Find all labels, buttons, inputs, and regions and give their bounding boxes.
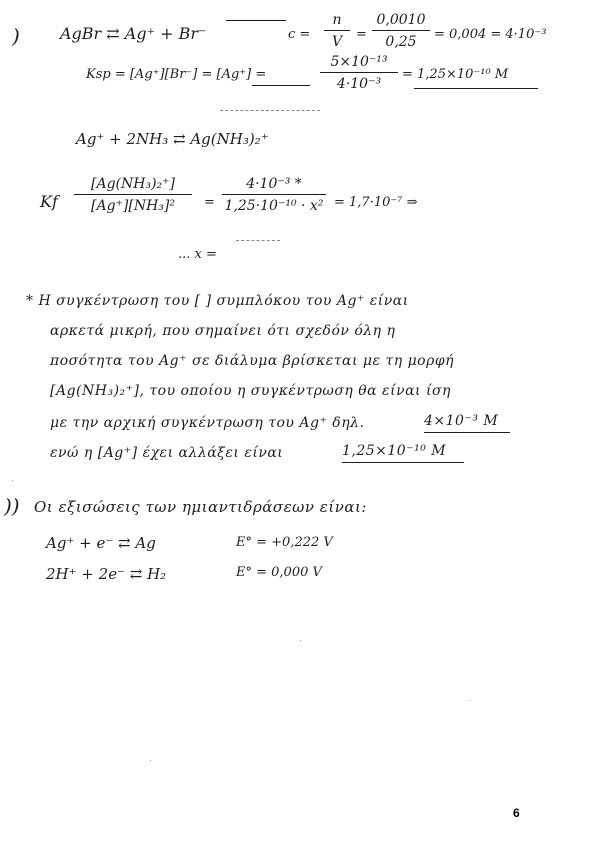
- page-number: 6: [513, 806, 520, 820]
- scan-speck: [12, 480, 13, 481]
- fraction-numerator: 0,0010: [376, 12, 426, 28]
- potential-silver: E° = +0,222 V: [236, 535, 333, 550]
- separator-line: [236, 240, 280, 241]
- fraction-denominator: 1,25·10⁻¹⁰ · x²: [224, 198, 324, 214]
- dissolution-equation: AgBr ⇄ Ag⁺ + Br⁻: [60, 24, 207, 43]
- ksp-result: = 1,25×10⁻¹⁰ M: [402, 67, 509, 82]
- concentration-symbol: c =: [288, 27, 311, 42]
- fraction-denominator: 0,25: [385, 34, 417, 50]
- underline-ksp-result: [414, 88, 538, 89]
- half-reaction-hydrogen: 2H⁺ + 2e⁻ ⇄ H₂: [46, 565, 167, 583]
- half-reaction-silver: Ag⁺ + e⁻ ⇄ Ag: [46, 534, 156, 552]
- scan-speck: [150, 760, 151, 761]
- ksp-expression: Ksp = [Ag⁺][Br⁻] = [Ag⁺] =: [86, 67, 267, 82]
- fraction-numerator: [Ag(NH₃)₂⁺]: [91, 176, 175, 192]
- note-line-5-value: 4×10⁻³ M: [424, 413, 499, 429]
- scan-speck: [300, 640, 301, 641]
- kf-numeric-fraction: [222, 176, 326, 214]
- kf-symbol: Kf: [40, 192, 58, 211]
- fraction-denominator: [Ag⁺][NH₃]²: [91, 198, 175, 214]
- note-line-3: ποσότητα του Ag⁺ σε διάλυμα βρίσκεται με τη μορφή: [50, 353, 455, 369]
- note-line-5: με την αρχική συγκέντρωση του Ag⁺ δηλ.: [50, 415, 365, 431]
- complex-equation: Ag⁺ + 2NH₃ ⇄ Ag(NH₃)₂⁺: [76, 130, 269, 148]
- equals-sign: =: [356, 27, 367, 42]
- underline-br: [226, 20, 286, 21]
- section-marker-2: )): [4, 494, 20, 518]
- kf-definition-fraction: [74, 176, 192, 214]
- fraction-numerator: 5×10⁻¹³: [330, 54, 388, 70]
- note-line-6-value: 1,25×10⁻¹⁰ M: [342, 443, 447, 459]
- fraction-numerator: 4·10⁻³ *: [246, 176, 302, 192]
- kf-result: = 1,7·10⁻⁷ ⇒: [334, 195, 418, 210]
- note-line-6: ενώ η [Ag⁺] έχει αλλάξει είναι: [50, 445, 284, 461]
- numeric-concentration-fraction: [372, 12, 430, 50]
- x-solution-line: ... x =: [178, 247, 217, 262]
- note-line-1: * Η συγκέντρωση του [ ] συμπλόκου του Ag⁺ είναι: [26, 293, 409, 309]
- potential-hydrogen: E° = 0,000 V: [236, 565, 322, 580]
- half-reactions-intro: Οι εξισώσεις των ημιαντιδράσεων είναι:: [34, 498, 367, 516]
- concentration-result: = 0,004 = 4·10⁻³: [434, 27, 547, 42]
- moles-over-volume-fraction: [324, 12, 350, 50]
- note-line-4: [Ag(NH₃)₂⁺], του οποίου η συγκέντρωση θα είναι ίση: [50, 383, 451, 399]
- fraction-denominator: 4·10⁻³: [336, 76, 382, 92]
- underline-ag-concentration: [342, 462, 464, 463]
- scan-speck: [470, 700, 471, 701]
- fraction-numerator: n: [332, 12, 342, 28]
- separator-line: [220, 110, 320, 111]
- fraction-denominator: V: [331, 34, 343, 50]
- note-line-2: αρκετά μικρή, που σημαίνει ότι σχεδόν όλη η: [50, 323, 396, 339]
- equals-sign: =: [204, 195, 215, 210]
- underline-ag: [252, 85, 310, 86]
- section-marker-1: ): [12, 24, 20, 48]
- underline-initial-concentration: [424, 432, 510, 433]
- ksp-fraction: [320, 54, 398, 92]
